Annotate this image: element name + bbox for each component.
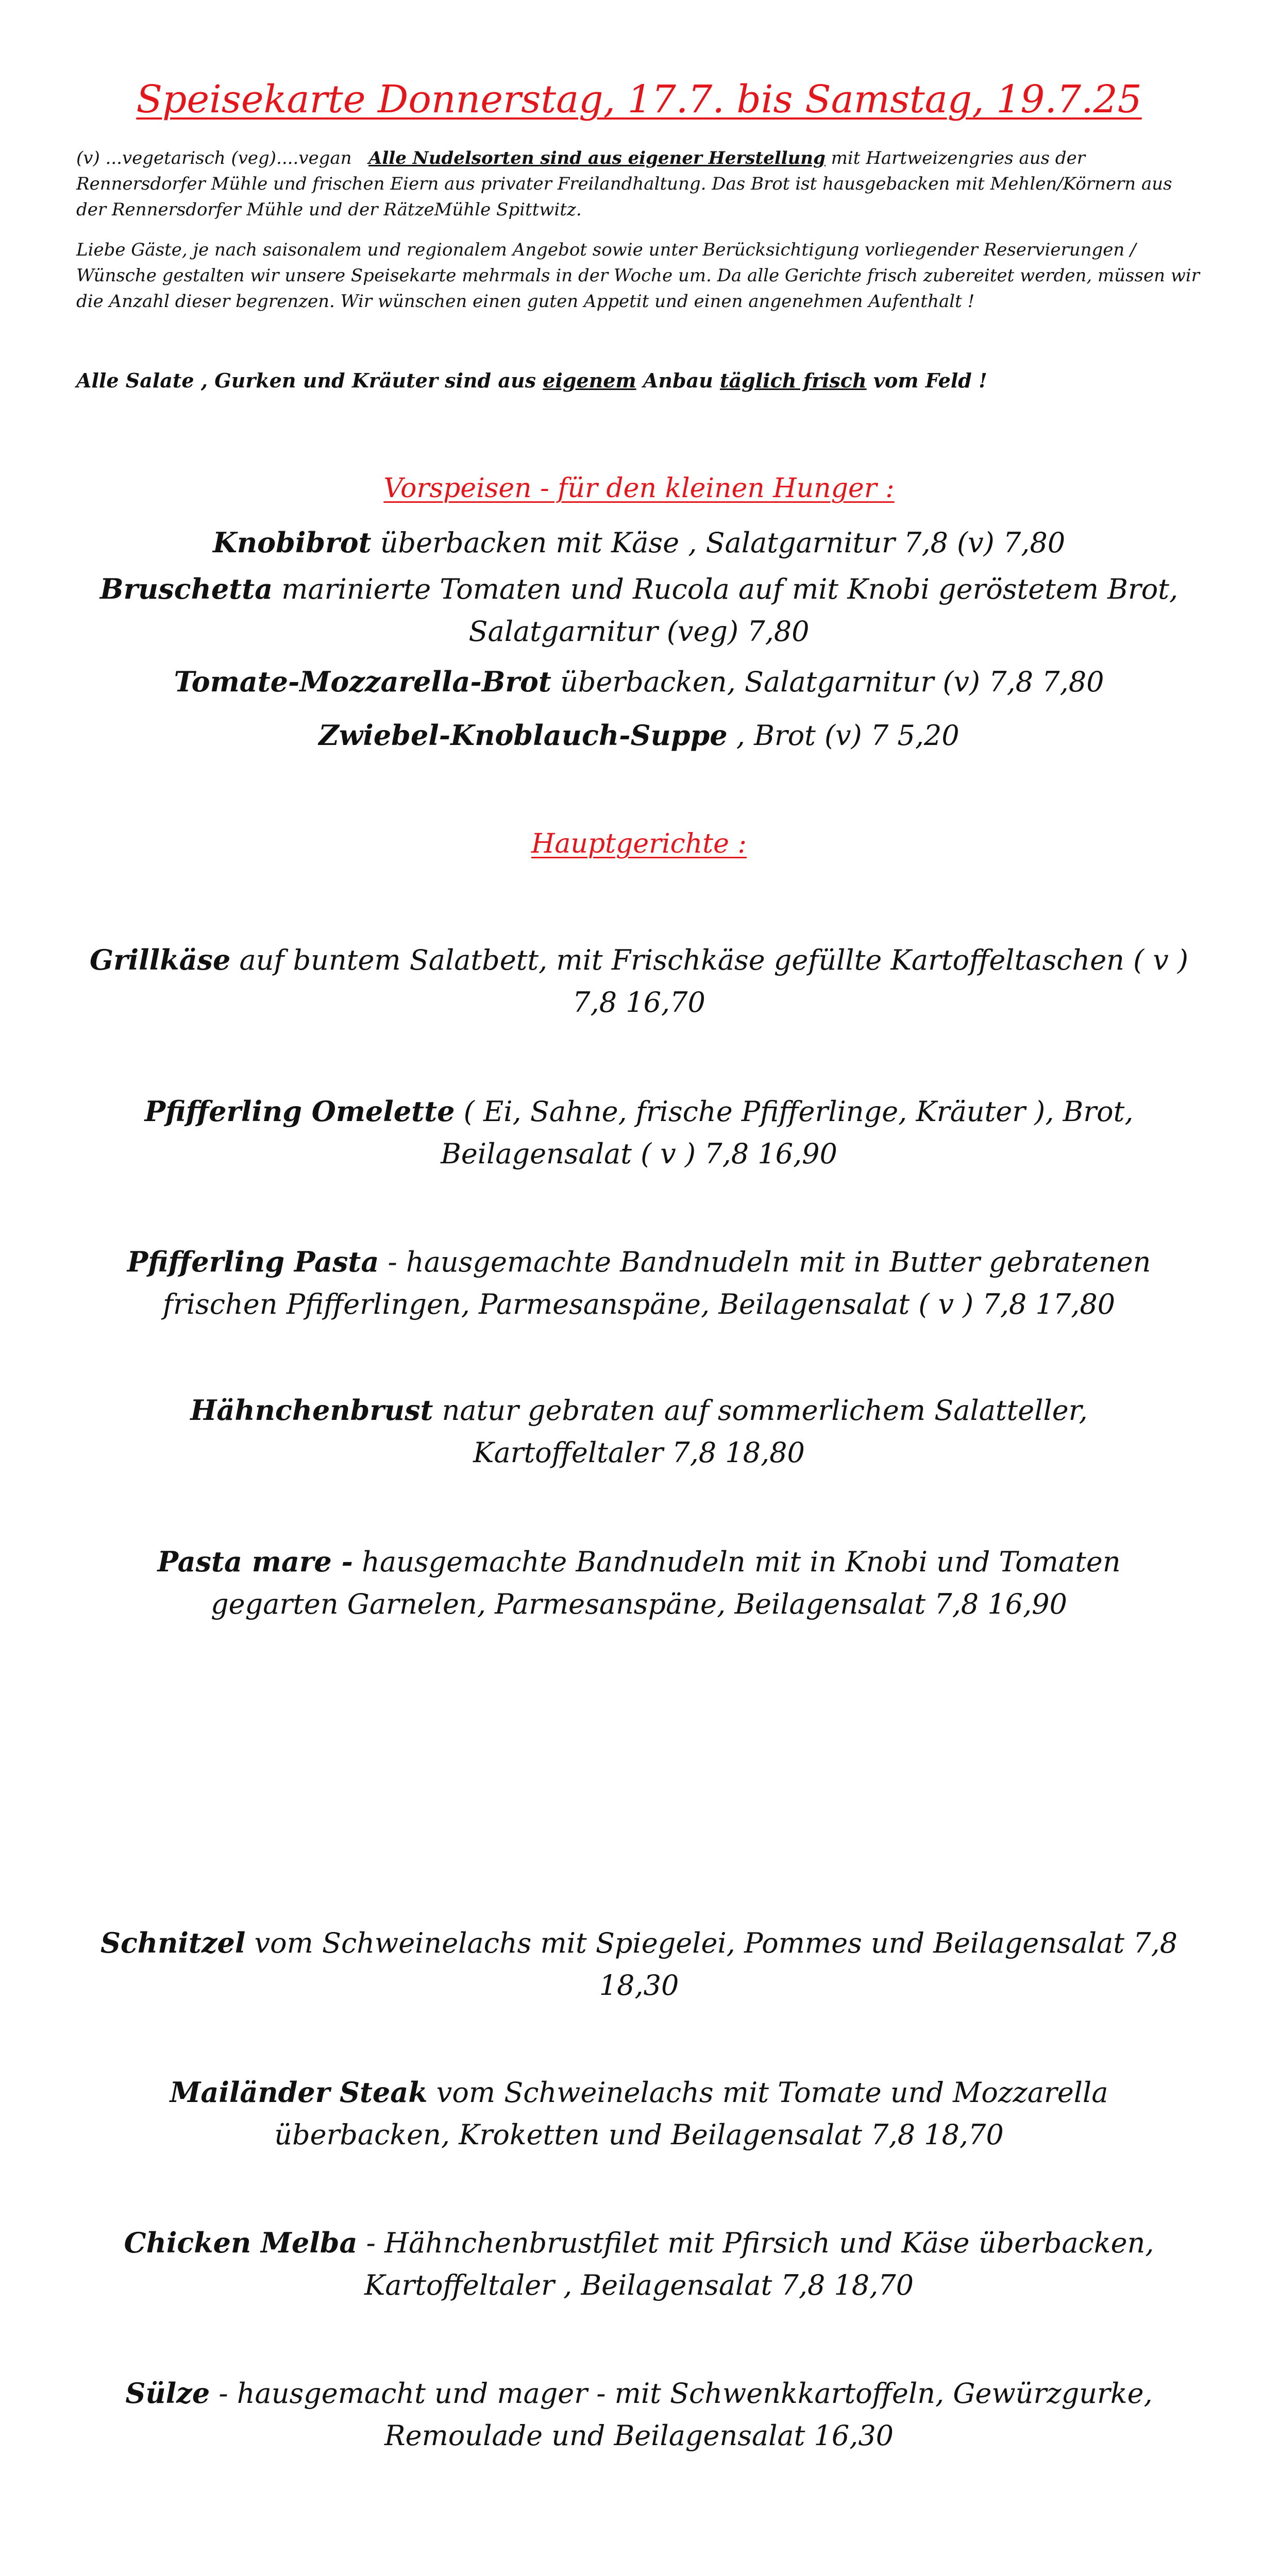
item-name: Mailänder Steak [170, 2076, 428, 2109]
nudel-text: mit Hartweizengries aus der Rennersdorfer Mühle und frischen Eiern aus privater Freilandhaltung. Das Brot ist hausgebacken mit Mehlen/Körnern aus der Rennersdorfer Mühle und der RätzeMühle Spittwitz. [76, 148, 1172, 220]
item-desc: hausgemachte Bandnudeln mit in Knobi und Tomaten gegarten Garnelen, Parmesanspäne, Beilagensalat 7,8 16,90 [211, 1546, 1121, 1620]
salad-text-eigenem: eigenem [543, 369, 636, 392]
item-desc: auf buntem Salatbett, mit Frischkäse gefüllte Kartoffeltaschen ( v ) 7,8 16,70 [230, 944, 1188, 1019]
intro-salad-note [76, 368, 1202, 394]
menu-item [93, 568, 1185, 653]
salad-text-2: Anbau [636, 369, 720, 392]
item-desc: - hausgemachte Bandnudeln mit in Butter gebratenen frischen Pfifferlingen, Parmesanspäne, Beilagensalat ( v ) 7,8 17,80 [162, 1246, 1151, 1320]
item-name: Chicken Melba [124, 2226, 358, 2259]
item-name: Pfifferling Omelette [144, 1095, 455, 1128]
menu-item [134, 1389, 1144, 1474]
item-name: Pfifferling Pasta [127, 1245, 379, 1278]
item-desc: überbacken, Salatgarnitur (v) 7,8 7,80 [551, 666, 1104, 698]
item-name: Schnitzel [100, 1926, 246, 1959]
item-name: Tomate-Mozzarella-Brot [174, 665, 551, 698]
menu-item [134, 2071, 1144, 2156]
item-name: Grillkäse [90, 943, 231, 976]
intro-guest-note: Liebe Gäste, je nach saisonalem und regionalem Angebot sowie unter Berücksichtigung vorliegender Reservierungen / Wünsche gestalten wir unsere Speisekarte mehrmals in der Woche um. Da alle Gerichte frisch zubereitet werden, müssen wir die Anzahl dieser begrenzen. Wir wünschen einen guten Appetit und einen angenehmen Aufenthalt ! [76, 240, 1200, 312]
item-name: Zwiebel-Knoblauch-Suppe [318, 719, 728, 752]
menu-item [72, 939, 1206, 1024]
item-name: Knobibrot [212, 526, 372, 559]
menu-item [93, 1241, 1185, 1326]
item-name: Bruschetta [99, 572, 273, 605]
section-heading-vorspeisen: Vorspeisen - für den kleinen Hunger : [383, 473, 895, 504]
item-desc: vom Schweinelachs mit Tomate und Mozzarella überbacken, Kroketten und Beilagensalat 7,8 18,70 [274, 2076, 1108, 2151]
item-name: Hähnchenbrust [190, 1394, 433, 1427]
menu-title: Speisekarte Donnerstag, 17.7. bis Samstag, 19.7.25 [136, 77, 1142, 122]
menu-item [93, 521, 1185, 564]
item-desc: , Brot (v) 7 5,20 [727, 719, 960, 752]
item-name: Pasta mare - [157, 1545, 353, 1578]
item-desc: marinierte Tomaten und Rucola auf mit Knobi geröstetem Brot, Salatgarnitur (veg) 7,80 [273, 573, 1179, 648]
menu-item [93, 714, 1185, 757]
item-desc: - Hähnchenbrustfilet mit Pfirsich und Käse überbacken, Kartoffeltaler , Beilagensalat 7,8 18,70 [357, 2227, 1154, 2301]
salad-text-3: vom Feld ! [866, 369, 987, 392]
menu-item [82, 1922, 1196, 2007]
menu-item [113, 1540, 1165, 1625]
item-desc: vom Schweinelachs mit Spiegelei, Pommes und Beilagensalat 7,8 18,30 [245, 1927, 1178, 2002]
section-heading-hauptgerichte: Hauptgerichte : [531, 828, 747, 859]
item-desc: - hausgemacht und mager - mit Schwenkkartoffeln, Gewürzgurke, Remoulade und Beilagensalat 16,30 [210, 2377, 1153, 2452]
nudel-highlight: Alle Nudelsorten sind aus eigener Herstellung [368, 148, 826, 168]
salad-text-1: Alle Salate , Gurken und Kräuter sind aus [76, 369, 543, 392]
item-desc: natur gebraten auf sommerlichem Salatteller, Kartoffeltaler 7,8 18,80 [433, 1394, 1088, 1469]
menu-item [103, 2222, 1175, 2307]
item-desc: ( Ei, Sahne, frische Pfifferlinge, Kräuter ), Brot, Beilagensalat ( v ) 7,8 16,90 [441, 1095, 1134, 1170]
menu-item [93, 1090, 1185, 1175]
item-name: Sülze [125, 2377, 210, 2410]
salad-text-taeglich: täglich frisch [720, 369, 867, 392]
intro-nudel-note [76, 145, 1202, 223]
menu-item [103, 2372, 1175, 2457]
veg-legend: (v) ...vegetarisch (veg)....vegan [76, 148, 352, 168]
menu-item [93, 660, 1185, 703]
item-desc: überbacken mit Käse , Salatgarnitur 7,8 (v) 7,80 [371, 527, 1066, 559]
